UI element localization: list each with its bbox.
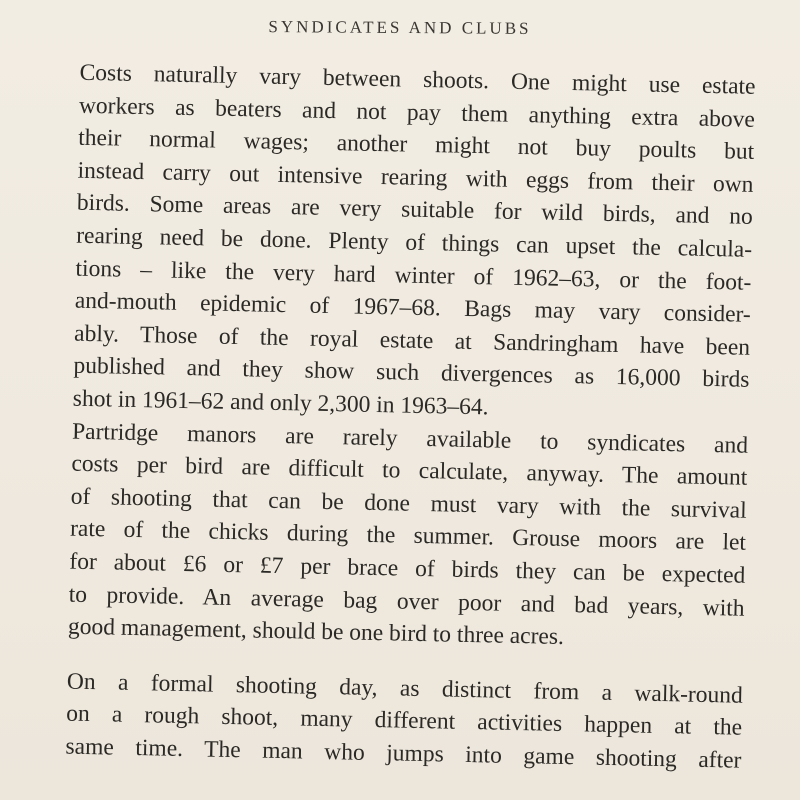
- text-line: On a formal shooting day, as distinct from a walk-round: [66, 668, 744, 709]
- text-line: shot in 1961–62 and only 2,300 in 1963–64.: [72, 385, 489, 421]
- body-text: [31, 56, 756, 777]
- paragraph-1: [38, 56, 755, 429]
- text-line: costs per bird are difficult to calculate, anyway. The amount: [71, 450, 748, 491]
- text-line: ably. Those of the royal estate at Sandringham have been: [73, 320, 751, 361]
- text-line: and-mouth epidemic of 1967–68. Bags may vary consider-: [74, 287, 752, 328]
- text-line: good management, should be one bird to three acres.: [67, 613, 565, 651]
- text-line: same time. The man who jumps into game shooting after: [65, 733, 742, 774]
- text-line: rearing need be done. Plenty of things can upset the calcula-: [75, 222, 753, 263]
- text-line: rate of the chicks during the summer. Grouse moors are let: [69, 515, 747, 557]
- paragraph-3: [31, 665, 743, 778]
- paragraph-2: [34, 414, 749, 657]
- text-line: Costs naturally vary between shoots. One might use estate: [79, 59, 756, 100]
- text-line: of shooting that can be done must vary with the survival: [70, 483, 747, 524]
- text-line: workers as beaters and not pay them anything extra above: [78, 92, 756, 133]
- running-head: SYNDICATES AND CLUBS: [268, 17, 532, 38]
- text-line: on a rough shoot, many different activities happen at the: [65, 700, 743, 742]
- text-line: instead carry out intensive rearing with eggs from their own: [77, 157, 754, 198]
- text-line: their normal wages; another might not buy poults but: [78, 124, 755, 166]
- text-line: published and they show such divergences as 16,000 birds: [73, 352, 750, 394]
- text-line: Partridge manors are rarely available to syndicates and: [71, 418, 749, 459]
- text-line: to provide. An average bag over poor and bad years, with: [68, 581, 745, 622]
- text-line: tions – like the very hard winter of 1962–63, or the foot-: [75, 255, 752, 296]
- text-line: for about £6 or £7 per brace of birds they can be expected: [69, 548, 746, 589]
- text-line: birds. Some areas are very suitable for wild birds, and no: [76, 190, 754, 231]
